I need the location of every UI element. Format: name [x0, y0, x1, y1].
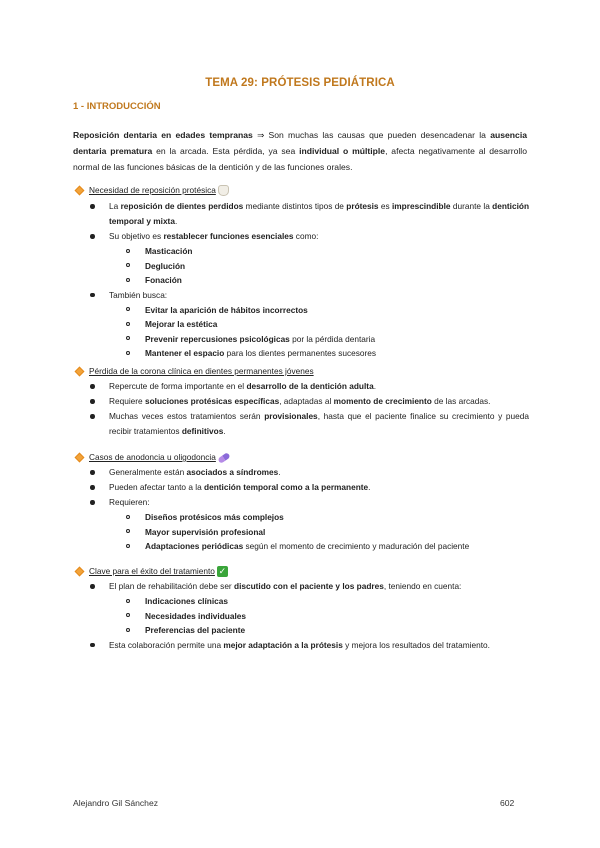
- bold-text: asociados a síndromes: [186, 467, 279, 477]
- bullet-list: [73, 199, 529, 361]
- bold-text: Mayor supervisión profesional: [145, 526, 266, 537]
- bold-text: Diseños protésicos más complejos: [145, 512, 284, 522]
- sub-list: [109, 594, 529, 638]
- sub-list: [109, 244, 529, 288]
- text: durante la: [450, 201, 493, 211]
- sub-item: Necesidades individuales: [109, 609, 529, 624]
- text: , teniendo en cuenta:: [383, 581, 462, 591]
- section-perdida-corona: [73, 364, 529, 439]
- bold-text: desarrollo de la dentición adulta: [246, 381, 374, 391]
- section-title: Pérdida de la corona clínica en dientes permanentes jóvenes: [89, 366, 314, 376]
- intro-bold: Reposición dentaria en edades tempranas: [73, 130, 253, 140]
- section-header: [73, 450, 529, 465]
- section-anodoncia: [73, 450, 529, 554]
- text: para los dientes permanentes sucesores: [224, 348, 377, 358]
- list-item: [73, 288, 529, 361]
- sub-item: Deglución: [109, 259, 529, 274]
- sub-list: [109, 510, 529, 554]
- tooth-icon: [218, 185, 229, 196]
- bullet-list: [73, 379, 529, 439]
- footer-author: Alejandro Gil Sánchez: [73, 798, 159, 808]
- intro-bold: individual o múltiple: [299, 146, 386, 156]
- orange-diamond-icon: [75, 453, 85, 463]
- bold-text: Mantener el espacio: [145, 348, 225, 358]
- sub-item: [109, 525, 529, 540]
- sub-item: [109, 317, 529, 332]
- section-clave-exito: [73, 564, 529, 653]
- check-icon: ✓: [218, 566, 227, 576]
- section-title: Necesidad de reposición protésica: [89, 185, 216, 195]
- section-necesidad: [73, 183, 529, 361]
- page-title: TEMA 29: PRÓTESIS PEDIÁTRICA: [205, 77, 395, 89]
- text: .: [223, 426, 226, 436]
- list-item: [73, 409, 529, 439]
- intro-bold: ausencia dentaria prematura: [73, 130, 528, 156]
- text: y mejora los resultados del tratamiento.: [342, 639, 490, 650]
- text: de las arcadas.: [431, 396, 491, 406]
- text: .: [368, 482, 371, 492]
- section-header: [73, 183, 529, 198]
- list-item: [73, 638, 529, 653]
- bold-text: Mejorar la estética: [145, 319, 218, 329]
- text: , adaptadas al: [279, 396, 334, 406]
- orange-diamond-icon: [75, 367, 85, 377]
- list-item: [73, 579, 529, 638]
- section-title: Clave para el éxito del tratamiento: [89, 566, 215, 576]
- list-item: [73, 229, 529, 288]
- bold-text: definitivos: [181, 426, 224, 436]
- text: Pueden afectar tanto a la: [109, 482, 205, 492]
- list-item: [73, 379, 529, 394]
- text: es: [378, 201, 392, 211]
- list-item: [73, 199, 529, 229]
- list-item: [73, 394, 529, 409]
- text: El plan de rehabilitación debe ser: [109, 581, 234, 591]
- list-item: [73, 480, 529, 495]
- text: según el momento de crecimiento y maduración del paciente: [243, 541, 470, 551]
- sub-item: [109, 539, 529, 554]
- text: Requieren:: [109, 497, 150, 507]
- bold-text: Adaptaciones periódicas: [145, 541, 244, 551]
- bullet-list: [73, 579, 529, 653]
- text: Muchas veces estos tratamientos serán: [109, 411, 265, 421]
- sub-item: [109, 332, 529, 347]
- text: Esta colaboración permite una: [109, 639, 224, 650]
- bold-text: restablecer funciones esenciales: [163, 231, 294, 241]
- footer-page-number: 602: [500, 798, 515, 808]
- orange-diamond-icon: [75, 567, 85, 577]
- bold-text: soluciones protésicas específicas: [144, 396, 280, 406]
- text: La: [109, 201, 121, 211]
- bold-text: reposición de dientes perdidos: [120, 201, 244, 211]
- bullet-list: [73, 465, 529, 554]
- text: .: [373, 381, 376, 391]
- sub-item: Preferencias del paciente: [109, 623, 529, 638]
- arrow-icon: ⇒: [257, 130, 265, 140]
- sub-item: [109, 303, 529, 318]
- text: Generalmente están: [109, 467, 187, 477]
- text: También busca:: [109, 289, 168, 300]
- bold-text: mejor adaptación a la prótesis: [223, 639, 343, 650]
- intro-text: en la arcada. Esta pérdida, ya sea: [152, 146, 300, 156]
- section-title: Casos de anodoncia u oligodoncia: [89, 452, 216, 462]
- text: mediante distintos tipos de: [243, 201, 347, 211]
- list-item: [73, 495, 529, 554]
- intro-paragraph: [73, 127, 527, 175]
- sub-item: Indicaciones clínicas: [109, 594, 529, 609]
- sub-item: Fonación: [109, 273, 529, 288]
- text: .: [174, 216, 178, 226]
- list-item: [73, 465, 529, 480]
- orange-diamond-icon: [75, 186, 85, 196]
- bold-text: dentición temporal y mixta: [109, 201, 530, 226]
- section-heading: 1 - INTRODUCCIÓN: [73, 101, 161, 112]
- section-header: [73, 364, 529, 379]
- bold-text: provisionales: [264, 411, 318, 421]
- bold-text: prótesis: [346, 201, 379, 211]
- bold-text: momento de crecimiento: [333, 396, 432, 406]
- sub-item: Masticación: [109, 244, 529, 259]
- bold-text: Prevenir repercusiones psicológicas: [145, 333, 290, 344]
- pill-icon: [217, 452, 230, 464]
- text: , hasta que el paciente finalice su crecimiento y pueda recibir tratamientos: [109, 411, 529, 436]
- bold-text: imprescindible: [391, 201, 451, 211]
- text: por la pérdida dentaria: [289, 333, 376, 344]
- text: como:: [293, 231, 319, 241]
- bold-text: dentición temporal como a la permanente: [204, 482, 369, 492]
- sub-item: [109, 510, 529, 525]
- intro-text: , afecta negativamente al desarrollo normal de las funciones básicas de la dentición y de las funciones orales.: [73, 146, 527, 172]
- text: Su objetivo es: [109, 231, 164, 241]
- text: .: [278, 467, 281, 477]
- sub-item: [109, 346, 529, 361]
- section-header: [73, 564, 529, 579]
- text: Requiere: [109, 396, 145, 406]
- bold-text: Evitar la aparición de hábitos incorrectos: [145, 304, 308, 315]
- bold-text: discutido con el paciente y los padres: [234, 581, 384, 591]
- sub-list: [109, 303, 529, 361]
- text: Repercute de forma importante en el: [109, 381, 247, 391]
- intro-text: Son muchas las causas que pueden desencadenar la: [264, 130, 491, 140]
